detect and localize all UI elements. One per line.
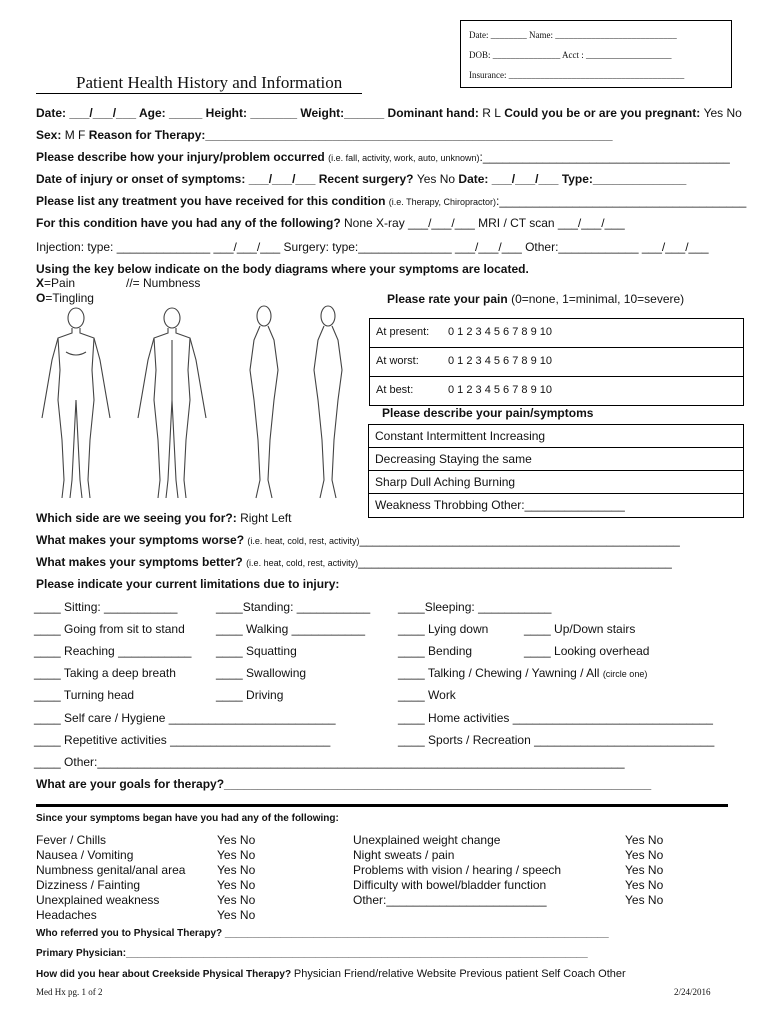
therapy-goals[interactable]: What are your goals for therapy?________________________________________________________________ — [36, 777, 652, 791]
dob-acct-field[interactable]: DOB: _______________ Acct : ___________________ — [469, 50, 672, 60]
form-title: Patient Health History and Information — [76, 73, 343, 92]
pain-label-best: At best: — [376, 384, 414, 396]
pain-scale-best[interactable]: 0 1 2 3 4 5 6 7 8 9 10 — [448, 384, 552, 396]
history-yes-no[interactable]: Yes No — [625, 893, 664, 907]
body-diagram-instruction: Using the key below indicate on the body diagrams where your symptoms are located. — [36, 262, 529, 276]
limitation-item[interactable]: ____Standing: ___________ — [216, 600, 371, 614]
imaging-row[interactable]: For this condition have you had any of the following? None X-ray ___/___/___ MRI / CT scan ___/___/___ — [36, 216, 625, 230]
pain-label-worst: At worst: — [376, 355, 419, 367]
history-yes-no[interactable]: Yes No — [625, 863, 664, 877]
history-yes-no[interactable]: Yes No — [217, 893, 256, 907]
body-side-right-figure[interactable] — [314, 306, 342, 498]
history-item: Fever / Chills — [36, 833, 107, 847]
date-name-field[interactable]: Date: ________ Name: ___________________________ — [469, 30, 677, 40]
history-item: Numbness genital/anal area — [36, 863, 186, 877]
limitation-other[interactable]: ____ Other:_______________________________________________________________________________ — [34, 755, 625, 769]
title-rule — [36, 93, 362, 94]
history-yes-no[interactable]: Yes No — [217, 833, 256, 847]
limitation-item[interactable]: ____ Squatting — [216, 644, 297, 658]
limitation-item[interactable]: ____ Home activities ______________________________ — [398, 711, 713, 725]
body-diagrams[interactable] — [28, 300, 358, 510]
history-yes-no[interactable]: Yes No — [217, 863, 256, 877]
limitation-item[interactable]: ____ Looking overhead — [524, 644, 650, 658]
history-item: Difficulty with bowel/bladder function — [353, 878, 547, 892]
limitation-item[interactable]: ____ Sitting: ___________ — [34, 600, 178, 614]
key-pain: X=Pain — [36, 276, 76, 290]
limitations-title: Please indicate your current limitations due to injury: — [36, 577, 340, 591]
body-side-left-figure[interactable] — [250, 300, 278, 498]
limitation-item[interactable]: ____ Lying down — [398, 622, 489, 636]
injury-description-row[interactable]: Please describe how your injury/problem occurred (i.e. fall, activity, work, auto, unknown):_____________________________________ — [36, 150, 730, 164]
symptom-row[interactable]: Sharp Dull Aching Burning — [369, 471, 743, 494]
section-divider — [36, 804, 728, 807]
page-footer-date: 2/24/2016 — [674, 987, 711, 997]
injection-surgery-row[interactable]: Injection: type: ______________ ___/___/___ Surgery: type:______________ ___/___/___ Other:____________ ___/___/___ — [36, 240, 709, 254]
history-item: Problems with vision / hearing / speech — [353, 863, 562, 877]
history-yes-no[interactable]: Yes No — [625, 833, 664, 847]
heard-about-row[interactable]: How did you hear about Creekside Physical Therapy? Physician Friend/relative Website Previous patient Self Coach Other — [36, 968, 626, 980]
insurance-field[interactable]: Insurance: _______________________________________ — [469, 70, 685, 80]
history-yes-no[interactable]: Yes No — [217, 878, 256, 892]
history-yes-no[interactable]: Yes No — [625, 848, 664, 862]
sex-reason-row[interactable]: Sex: M F Reason for Therapy:_____________________________________________________________ — [36, 128, 613, 142]
key-numbness: //= Numbness — [126, 276, 201, 290]
pain-row-worst[interactable] — [369, 347, 744, 377]
history-item[interactable]: Other:________________________ — [353, 893, 547, 907]
limitation-item[interactable]: ____ Swallowing — [216, 666, 307, 680]
limitation-item[interactable]: ____ Taking a deep breath — [34, 666, 176, 680]
history-yes-no[interactable]: Yes No — [217, 908, 256, 922]
limitation-item[interactable]: ____ Up/Down stairs — [524, 622, 636, 636]
hand-options[interactable]: R L — [482, 106, 501, 120]
page-footer-left: Med Hx pg. 1 of 2 — [36, 987, 103, 997]
body-back-figure[interactable] — [138, 308, 206, 498]
pain-row-best[interactable] — [369, 376, 744, 406]
worse-row[interactable]: What makes your symptoms worse? (i.e. heat, cold, rest, activity)________________________________________________ — [36, 533, 680, 547]
limitation-item[interactable]: ____ Sports / Recreation ___________________________ — [398, 733, 715, 747]
symptom-row[interactable]: Decreasing Staying the same — [369, 448, 743, 471]
symptoms-title: Please describe your pain/symptoms — [382, 406, 594, 420]
limitation-item[interactable]: ____ Bending — [398, 644, 473, 658]
limitation-item[interactable]: ____ Walking ___________ — [216, 622, 366, 636]
symptom-row[interactable]: Constant Intermittent Increasing — [369, 425, 743, 448]
key-tingling: O=Tingling — [36, 291, 94, 305]
history-item: Night sweats / pain — [353, 848, 455, 862]
limitation-item[interactable]: ____ Work — [398, 688, 456, 702]
primary-physician[interactable]: Primary Physician:___________________________________________________________________________________ — [36, 948, 588, 959]
limitation-item[interactable]: ____ Reaching ___________ — [34, 644, 192, 658]
onset-surgery-row[interactable]: Date of injury or onset of symptoms: ___/___/___ Recent surgery? Yes No Date: ___/___/___ Type:______________ — [36, 172, 687, 186]
history-yes-no[interactable]: Yes No — [217, 848, 256, 862]
pregnant-options[interactable]: Yes No — [703, 106, 742, 120]
limitation-item[interactable]: ____Sleeping: ___________ — [398, 600, 552, 614]
limitation-item[interactable]: ____ Going from sit to stand — [34, 622, 185, 636]
sex-options[interactable]: M F — [64, 128, 86, 142]
limitation-item[interactable]: ____ Self care / Hygiene _________________________ — [34, 711, 336, 725]
history-item: Headaches — [36, 908, 97, 922]
pain-rating-title: Please rate your pain (0=none, 1=minimal, 10=severe) — [387, 292, 685, 306]
treatment-received-row[interactable]: Please list any treatment you have received for this condition (i.e. Therapy, Chiropractor):_____________________________________ — [36, 194, 747, 208]
referred-by[interactable]: Who referred you to Physical Therapy? _____________________________________________________________________ — [36, 928, 609, 939]
symptoms-box[interactable] — [368, 424, 744, 518]
heard-options[interactable]: Physician Friend/relative Website Previous patient Self Coach Other — [293, 968, 626, 980]
history-item: Dizziness / Fainting — [36, 878, 141, 892]
date-age-height-weight-row[interactable]: Date: ___/___/___ Age: _____ Height: _______ Weight:______ Dominant hand: R L Could you be or are you pregnant: Yes No — [36, 106, 742, 120]
side-row[interactable]: Which side are we seeing you for?: Right Left — [36, 511, 292, 525]
pain-label-present: At present: — [376, 326, 430, 338]
circle-one-note: (circle one) — [602, 669, 648, 679]
limitation-item[interactable]: ____ Driving — [216, 688, 284, 702]
limitation-item[interactable]: ____ Repetitive activities ________________________ — [34, 733, 331, 747]
history-yes-no[interactable]: Yes No — [625, 878, 664, 892]
body-front-figure[interactable] — [42, 308, 110, 498]
history-item: Nausea / Vomiting — [36, 848, 134, 862]
limitation-item[interactable]: ____ Turning head — [34, 688, 135, 702]
patient-id-box — [460, 20, 732, 88]
symptom-row[interactable]: Weakness Throbbing Other:_______________ — [375, 498, 625, 512]
pain-row-present[interactable] — [369, 318, 744, 348]
since-title: Since your symptoms began have you had any of the following: — [36, 813, 339, 824]
history-item: Unexplained weakness — [36, 893, 160, 907]
limitation-item[interactable]: ____ Talking / Chewing / Yawning / All (circle one) — [398, 666, 648, 680]
history-item: Unexplained weight change — [353, 833, 501, 847]
pain-scale-worst[interactable]: 0 1 2 3 4 5 6 7 8 9 10 — [448, 355, 552, 367]
pain-scale-present[interactable]: 0 1 2 3 4 5 6 7 8 9 10 — [448, 326, 552, 338]
better-row[interactable]: What makes your symptoms better? (i.e. heat, cold, rest, activity)_______________________________________________ — [36, 555, 672, 569]
